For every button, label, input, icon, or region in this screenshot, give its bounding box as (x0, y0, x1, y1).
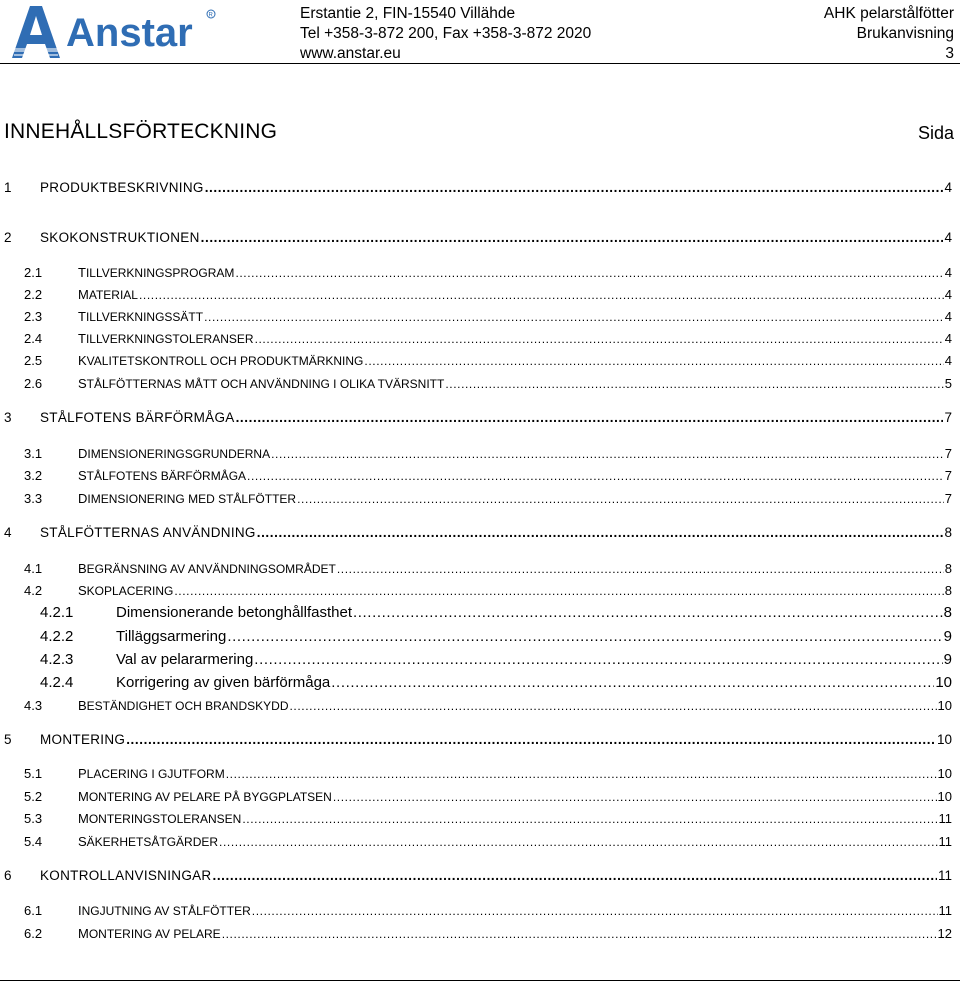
toc-entry-page: 8 (944, 561, 952, 576)
toc-entry[interactable] (40, 674, 952, 691)
toc-entry[interactable] (24, 331, 952, 346)
toc-entry-label: MONTERING AV PELARE PÅ BYGGPLATSEN (78, 789, 332, 804)
toc-entry-number: 2.3 (24, 309, 43, 324)
toc-entry-number: 4 (4, 525, 12, 540)
header-divider (0, 63, 960, 64)
address-line: Erstantie 2, FIN-15540 Villähde (300, 5, 516, 22)
toc-entry-page: 8 (943, 604, 952, 621)
toc-entry-label: MONTERINGSTOLERANSEN (78, 811, 242, 826)
toc-entry-label: KONTROLLANVISNINGAR (40, 868, 212, 883)
toc-leader-dots (219, 835, 937, 849)
toc-entry-number: 2 (4, 230, 12, 245)
website-line: www.anstar.eu (300, 45, 401, 62)
toc-leader-dots (222, 927, 937, 941)
toc-entry-label: BEGRÄNSNING AV ANVÄNDNINGSOMRÅDET (78, 561, 336, 576)
toc-leader-dots (254, 651, 942, 668)
toc-leader-dots (353, 604, 943, 621)
document-title: AHK pelarstålfötter (823, 5, 954, 22)
toc-leader-dots (331, 674, 934, 691)
toc-entry-number: 5.4 (24, 834, 43, 849)
toc-entry-page: 7 (944, 410, 952, 425)
toc-leader-dots (226, 767, 937, 781)
toc-entry-number: 2.2 (24, 287, 43, 302)
toc-entry-number: 6 (4, 868, 12, 883)
toc-entry[interactable] (4, 868, 952, 883)
toc-leader-dots (364, 354, 943, 368)
page-column-label: Sida (917, 123, 954, 143)
toc-leader-dots (297, 492, 944, 506)
toc-entry-number: 6.1 (24, 903, 43, 918)
toc-entry-label: MONTERING AV PELARE (78, 926, 221, 941)
toc-entry-page: 5 (944, 376, 952, 391)
toc-entry-page: 11 (937, 868, 952, 883)
toc-entry-number: 2.5 (24, 353, 43, 368)
anstar-logo-graphic (8, 4, 218, 60)
toc-leader-dots (252, 904, 938, 918)
toc-entry-number: 4.2.2 (40, 628, 74, 645)
toc-entry-number: 3.1 (24, 446, 43, 461)
toc-entry[interactable] (24, 353, 952, 368)
toc-leader-dots (235, 266, 943, 280)
toc-leader-dots (255, 332, 944, 346)
toc-entry-label: SKOPLACERING (78, 583, 174, 598)
toc-entry-label: TILLVERKNINGSTOLERANSER (78, 331, 254, 346)
toc-entry-page: 11 (938, 811, 952, 826)
toc-entry-page: 7 (944, 446, 952, 461)
toc-leader-dots (236, 410, 944, 425)
toc-entry-label: PRODUKTBESKRIVNING (40, 180, 204, 195)
toc-entry[interactable] (24, 468, 952, 483)
toc-leader-dots (337, 562, 944, 576)
toc-entry-label: Tilläggsarmering (116, 628, 227, 645)
toc-leader-dots (247, 469, 944, 483)
toc-leader-dots (212, 868, 937, 883)
logo-wordmark: Anstar (66, 11, 193, 55)
toc-entry-number: 5.3 (24, 811, 43, 826)
toc-entry-label: SÄKERHETSÅTGÄRDER (78, 834, 219, 849)
toc-leader-dots (126, 732, 936, 747)
toc-entry-label: INGJUTNING AV STÅLFÖTTER (78, 903, 251, 918)
toc-entry[interactable] (4, 180, 952, 195)
toc-entry[interactable] (24, 698, 952, 713)
toc-entry-page: 12 (937, 926, 952, 941)
toc-entry-label: STÅLFOTENS BÄRFÖRMÅGA (40, 410, 235, 425)
toc-entry-label: STÅLFÖTTERNAS ANVÄNDNING (40, 525, 256, 540)
toc-entry[interactable] (24, 926, 952, 941)
toc-entry[interactable] (24, 491, 952, 506)
page-number: 3 (945, 45, 954, 62)
toc-entry[interactable] (4, 230, 952, 245)
toc-entry-page: 4 (944, 230, 952, 245)
toc-leader-dots (227, 628, 942, 645)
toc-entry-number: 4.2.4 (40, 674, 74, 691)
toc-entry-page: 9 (943, 628, 952, 645)
toc-leader-dots (242, 812, 937, 826)
toc-entry-label: PLACERING I GJUTFORM (78, 766, 225, 781)
toc-leader-dots (204, 310, 944, 324)
toc-entry-label: Val av pelararmering (116, 651, 254, 668)
toc-entry-number: 2.6 (24, 376, 43, 391)
toc-entry-number: 2.4 (24, 331, 43, 346)
toc-leader-dots (445, 377, 943, 391)
toc-entry[interactable] (24, 376, 952, 391)
toc-entry-page: 8 (944, 525, 952, 540)
toc-entry-label: MATERIAL (78, 287, 138, 302)
toc-entry-label: KVALITETSKONTROLL OCH PRODUKTMÄRKNING (78, 353, 364, 368)
toc-entry-label: DIMENSIONERING MED STÅLFÖTTER (78, 491, 297, 506)
toc-leader-dots (289, 699, 936, 713)
toc-entry-number: 4.2.3 (40, 651, 74, 668)
toc-entry-page: 7 (944, 491, 952, 506)
svg-text:R: R (208, 12, 213, 19)
toc-entry[interactable] (24, 265, 952, 280)
toc-entry[interactable] (24, 789, 952, 804)
toc-entry-page: 11 (938, 903, 952, 918)
toc-heading: INNEHÅLLSFÖRTECKNING (4, 120, 278, 143)
toc-entry-number: 4.3 (24, 698, 43, 713)
toc-entry[interactable] (24, 561, 952, 576)
toc-entry-page: 10 (937, 698, 952, 713)
toc-entry-number: 4.2.1 (40, 604, 74, 621)
toc-entry-page: 4 (944, 287, 952, 302)
toc-entry[interactable] (24, 287, 952, 302)
toc-entry[interactable] (24, 811, 952, 826)
toc-entry-page: 4 (944, 265, 952, 280)
toc-entry-label: TILLVERKNINGSSÄTT (78, 309, 204, 324)
toc-entry-page: 11 (938, 834, 952, 849)
toc-entry[interactable] (24, 446, 952, 461)
document-info (824, 4, 954, 64)
toc-entry-page: 10 (935, 674, 952, 691)
logo-mark-icon (12, 6, 60, 58)
toc-entry[interactable] (4, 410, 952, 425)
toc-entry[interactable] (40, 628, 952, 645)
toc-entry-page: 8 (944, 583, 952, 598)
toc-entry-number: 1 (4, 180, 12, 195)
toc-entry-number: 5.2 (24, 789, 43, 804)
company-address (300, 4, 591, 64)
toc-entry-page: 4 (944, 331, 952, 346)
toc-entry-page: 10 (936, 732, 952, 747)
toc-entry-number: 3 (4, 410, 12, 425)
toc-entry-number: 5.1 (24, 766, 43, 781)
document-subtitle: Brukanvisning (856, 25, 954, 42)
toc-entry[interactable] (4, 525, 952, 540)
toc-entry-number: 4.1 (24, 561, 43, 576)
page-header (0, 0, 960, 64)
toc-entry-number: 2.1 (24, 265, 43, 280)
toc-entry[interactable] (4, 732, 952, 747)
toc-entry[interactable] (24, 766, 952, 781)
toc-leader-dots (201, 230, 944, 245)
toc-entry-label: STÅLFOTENS BÄRFÖRMÅGA (78, 468, 247, 483)
toc-entry[interactable] (24, 903, 952, 918)
toc-entry[interactable] (24, 583, 952, 598)
toc-entry-page: 7 (944, 468, 952, 483)
toc-entry-label: STÅLFÖTTERNAS MÅTT OCH ANVÄNDNING I OLIKA TVÄRSNITT (78, 376, 445, 391)
toc-entry-label: Korrigering av given bärförmåga (116, 674, 331, 691)
toc-entry-label: TILLVERKNINGSPROGRAM (78, 265, 235, 280)
toc-leader-dots (333, 790, 937, 804)
toc-leader-dots (271, 447, 944, 461)
toc-entry-page: 4 (944, 353, 952, 368)
footer-divider (0, 980, 960, 981)
toc-leader-dots (174, 584, 943, 598)
toc-entry-number: 6.2 (24, 926, 43, 941)
toc-entry[interactable] (40, 604, 952, 621)
toc-entry-label: SKOKONSTRUKTIONEN (40, 230, 200, 245)
toc-entry[interactable] (40, 651, 952, 668)
toc-entry-page: 9 (943, 651, 952, 668)
toc-entry-page: 10 (937, 789, 952, 804)
toc-leader-dots (139, 288, 944, 302)
toc-entry-page: 4 (944, 309, 952, 324)
toc-entry-label: DIMENSIONERINGSGRUNDERNA (78, 446, 271, 461)
toc-entry-number: 4.2 (24, 583, 43, 598)
toc-entry-number: 3.2 (24, 468, 43, 483)
anstar-logo (8, 4, 218, 60)
toc-leader-dots (205, 180, 944, 195)
toc-entry[interactable] (24, 834, 952, 849)
toc-entry-number: 3.3 (24, 491, 43, 506)
toc-entry-page: 10 (937, 766, 952, 781)
toc-entry[interactable] (24, 309, 952, 324)
toc-entry-label: Dimensionerande betonghållfasthet (116, 604, 352, 621)
toc-entry-page: 4 (944, 180, 952, 195)
toc-entry-label: BESTÄNDIGHET OCH BRANDSKYDD (78, 698, 289, 713)
toc-leader-dots (257, 525, 944, 540)
toc-entry-label: MONTERING (40, 732, 126, 747)
phone-fax-line: Tel +358-3-872 200, Fax +358-3-872 2020 (300, 25, 592, 42)
toc-entry-number: 5 (4, 732, 12, 747)
